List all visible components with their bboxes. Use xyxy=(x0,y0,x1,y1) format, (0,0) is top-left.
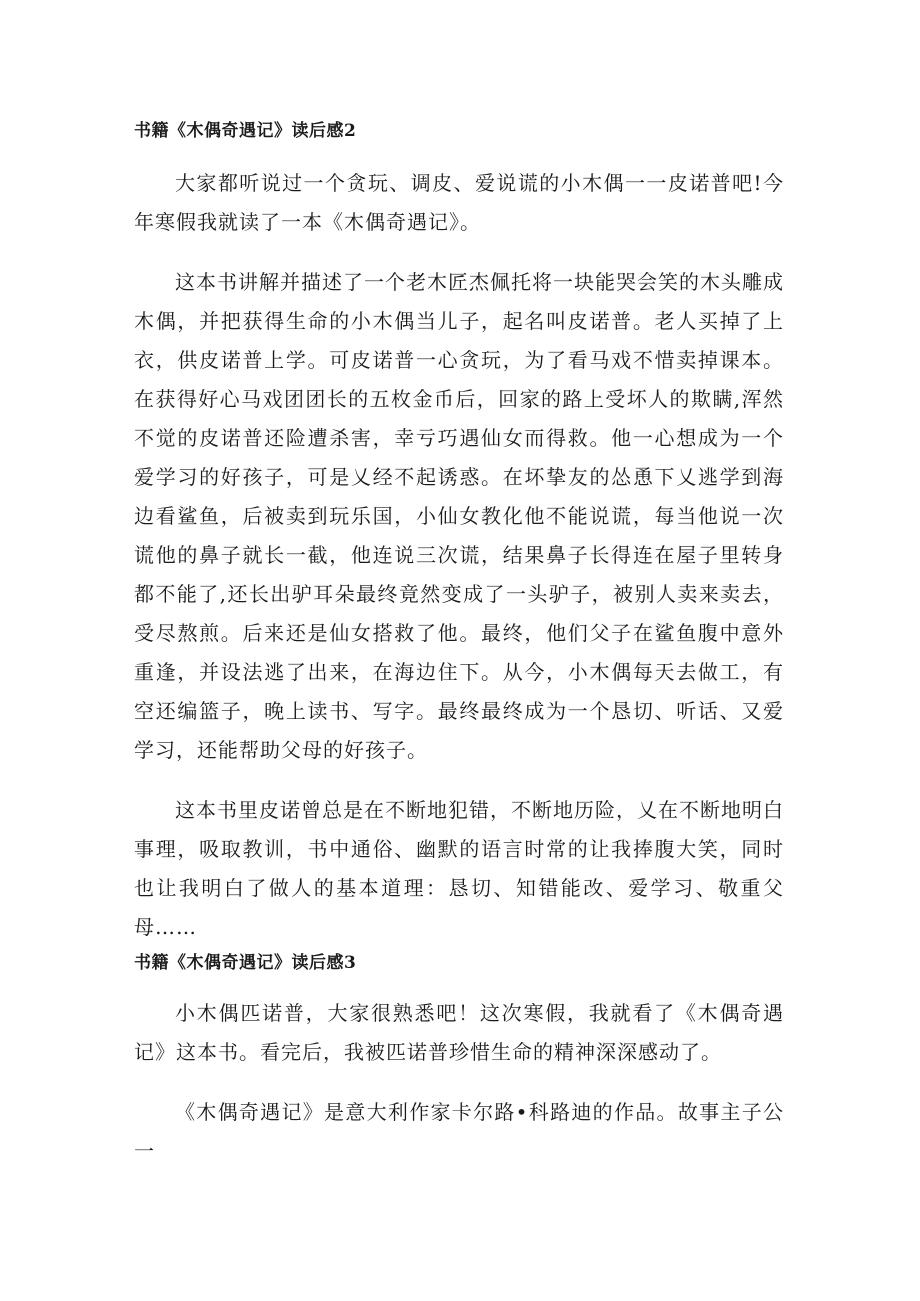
paragraph: 这本书讲解并描述了一个老木匠杰佩托将一块能哭会笑的木头雕成木偶，并把获得生命的小木偶当儿子，起名叫皮诺普。老人买掉了上衣，供皮诺普上学。可皮诺普一心贪玩，为了看马戏不惜卖掉课本。在获得好心马戏团团长的五枚金币后，回家的路上受坏人的欺瞒,浑然不觉的皮诺普还险遭杀害，幸亏巧遇仙女而得救。他一心想成为一个爱学习的好孩子，可是乂经不起诱惑。在坏挚友的怂恿下乂逃学到海边看鲨鱼，后被卖到玩乐国，小仙女教化他不能说谎，每当他说一次谎他的鼻子就长一截，他连说三次谎，结果鼻子长得连在屋子里转身都不能了,还长出驴耳朵最终竟然变成了一头驴子，被别人卖来卖去，受尽熬煎。后来还是仙女搭救了他。最终，他们父子在鲨鱼腹中意外重逢，并设法逃了出来，在海边住下。从今，小木偶每天去做工，有空还编篮子，晚上读书、写字。最终最终成为一个恳切、听话、又爱学习，还能帮助父母的好孩子。 xyxy=(134,270,784,762)
section-heading-2: 书籍《木偶奇遇记》读后感2 xyxy=(134,121,357,141)
paragraph: 小木偶匹诺普，大家很熟悉吧！这次寒假，我就看了《木偶奇遇记》这本书。看完后，我被匹诺普珍惜生命的精神深深感动了。 xyxy=(134,1001,784,1064)
section-heading-3: 书籍《木偶奇遇记》读后感3 xyxy=(134,953,357,973)
paragraph: 大家都听说过一个贪玩、调皮、爱说谎的小木偶一一皮诺普吧!今年寒假我就读了一本《木偶奇遇记》。 xyxy=(134,171,784,234)
document-page xyxy=(134,118,784,1171)
paragraph: 这本书里皮诺曾总是在不断地犯错，不断地历险，乂在不断地明白事理，吸取教训，书中通俗、幽默的语言时常的让我捧腹大笑，同时也让我明白了做人的基本道理：恳切、知错能改、爱学习、敬重父母…… xyxy=(134,798,784,939)
paragraph: 《木偶奇遇记》是意大利作家卡尔路•科路迪的作品。故事主子公一 xyxy=(134,1100,784,1163)
